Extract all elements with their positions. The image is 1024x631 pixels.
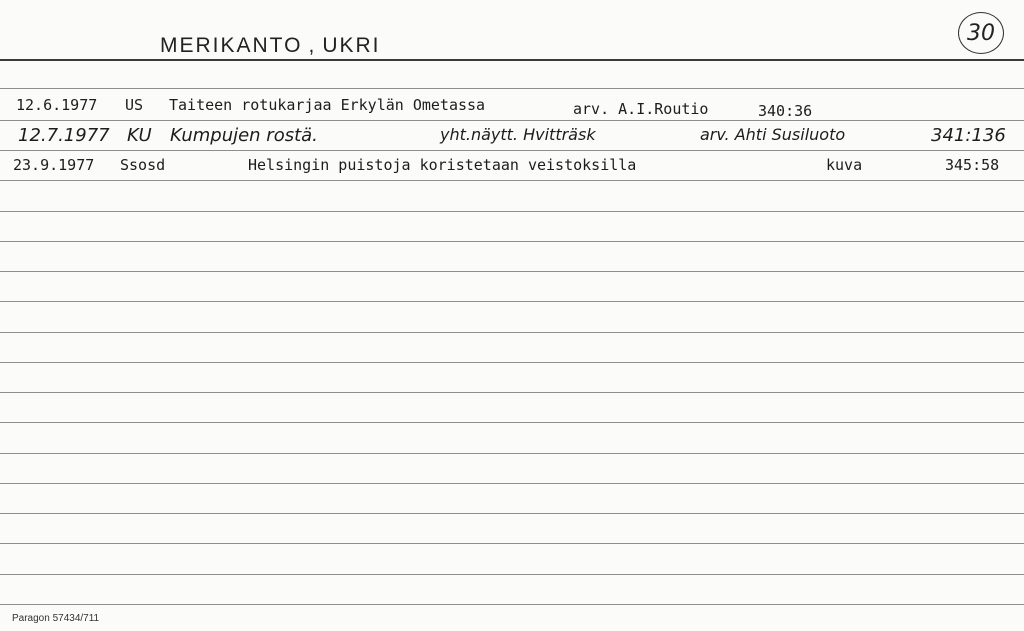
ruled-line — [0, 483, 1024, 484]
card-number: 30 — [967, 20, 995, 46]
ruled-line — [0, 211, 1024, 212]
ruled-line — [0, 574, 1024, 575]
title-separator: , — [308, 34, 317, 57]
entry-source: Ssosd — [120, 156, 166, 174]
entry-note: kuva — [826, 156, 863, 174]
entry-source: KU — [127, 125, 152, 146]
ruled-line — [0, 392, 1024, 393]
ruled-line — [0, 362, 1024, 363]
ruled-line — [0, 604, 1024, 605]
ruled-line — [0, 301, 1024, 302]
header-rule — [0, 59, 1024, 61]
ruled-line — [0, 453, 1024, 454]
ruled-line — [0, 241, 1024, 242]
card-title — [160, 34, 381, 58]
ruled-line — [0, 543, 1024, 544]
entry-ref: 340:36 — [758, 102, 813, 120]
ruled-line — [0, 271, 1024, 272]
surname: MERIKANTO — [160, 34, 303, 57]
given-name: UKRI — [322, 34, 381, 57]
card-footer: Paragon 57434/711 — [12, 613, 100, 624]
ruled-line — [0, 180, 1024, 181]
ruled-line — [0, 150, 1024, 151]
entry-title: Taiteen rotukarjaa Erkylän Ometassa — [169, 96, 486, 114]
entry-note-2: arv. Ahti Susiluoto — [700, 125, 846, 144]
ruled-line — [0, 513, 1024, 514]
ruled-line — [0, 88, 1024, 89]
ruled-line — [0, 332, 1024, 333]
entry-note: yht.näytt. Hvitträsk — [440, 125, 596, 144]
entry-source: US — [125, 96, 144, 114]
entry-title: Helsingin puistoja koristetaan veistoksilla — [248, 156, 637, 174]
entry-date: 12.6.1977 — [16, 96, 98, 114]
entry-ref: 345:58 — [945, 156, 1000, 174]
ruled-line — [0, 422, 1024, 423]
ruled-line — [0, 120, 1024, 121]
entry-row — [0, 125, 1024, 153]
entry-note: arv. A.I.Routio — [573, 100, 709, 118]
entry-date: 23.9.1977 — [13, 156, 95, 174]
card-number-circle — [958, 12, 1004, 54]
entry-ref: 341:136 — [931, 125, 1006, 146]
entry-date: 12.7.1977 — [18, 125, 110, 146]
entry-title: Kumpujen rostä. — [170, 125, 318, 146]
